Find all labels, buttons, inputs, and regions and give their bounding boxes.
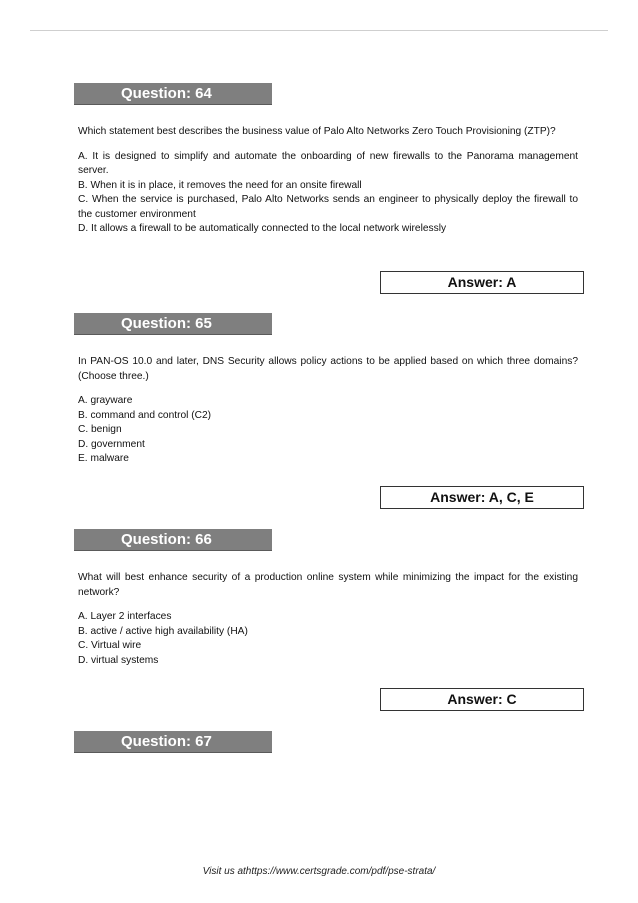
question-64-options (78, 150, 578, 237)
question-67-header: Question: 67 (74, 731, 272, 753)
question-64-header: Question: 64 (74, 83, 272, 105)
question-65-text: In PAN-OS 10.0 and later, DNS Security allows policy actions to be applied based on which three domains? (Choose three.) (78, 356, 578, 382)
question-66-body (78, 571, 578, 668)
option-b: B. command and control (C2) (78, 409, 212, 421)
option-a: A. It is designed to simplify and automate the onboarding of new firewalls to the Panorama management server. (78, 150, 578, 176)
question-66-text: What will best enhance security of a production online system while minimizing the impact for the existing network? (78, 572, 578, 598)
option-e: E. malware (78, 453, 129, 464)
option-d: D. virtual systems (78, 654, 159, 666)
option-c: C. Virtual wire (78, 640, 142, 651)
option-d: D. It allows a firewall to be automatically connected to the local network wirelessly (78, 223, 447, 234)
question-65-answer: Answer: A, C, E (380, 486, 584, 509)
top-divider (30, 30, 608, 31)
question-65-body (78, 355, 578, 467)
footer-link[interactable]: Visit us athttps://www.certsgrade.com/pdf/pse-strata/ (202, 866, 436, 877)
question-66-answer: Answer: C (380, 688, 584, 711)
question-64-body (78, 125, 578, 237)
option-c: C. When the service is purchased, Palo Alto Networks sends an engineer to physically deploy the firewall to the customer environment (78, 194, 578, 220)
question-64-answer: Answer: A (380, 271, 584, 294)
option-a: A. grayware (78, 395, 133, 406)
option-c: C. benign (78, 424, 122, 435)
option-b: B. active / active high availability (HA) (78, 625, 248, 637)
question-64-text: Which statement best describes the business value of Palo Alto Networks Zero Touch Provisioning (ZTP)? (78, 126, 556, 137)
question-65-header: Question: 65 (74, 313, 272, 335)
option-b: B. When it is in place, it removes the need for an onsite firewall (78, 179, 362, 191)
question-65-options (78, 394, 578, 467)
question-66-options (78, 610, 578, 668)
question-66-header: Question: 66 (74, 529, 272, 551)
option-d: D. government (78, 438, 145, 450)
option-a: A. Layer 2 interfaces (78, 611, 172, 622)
